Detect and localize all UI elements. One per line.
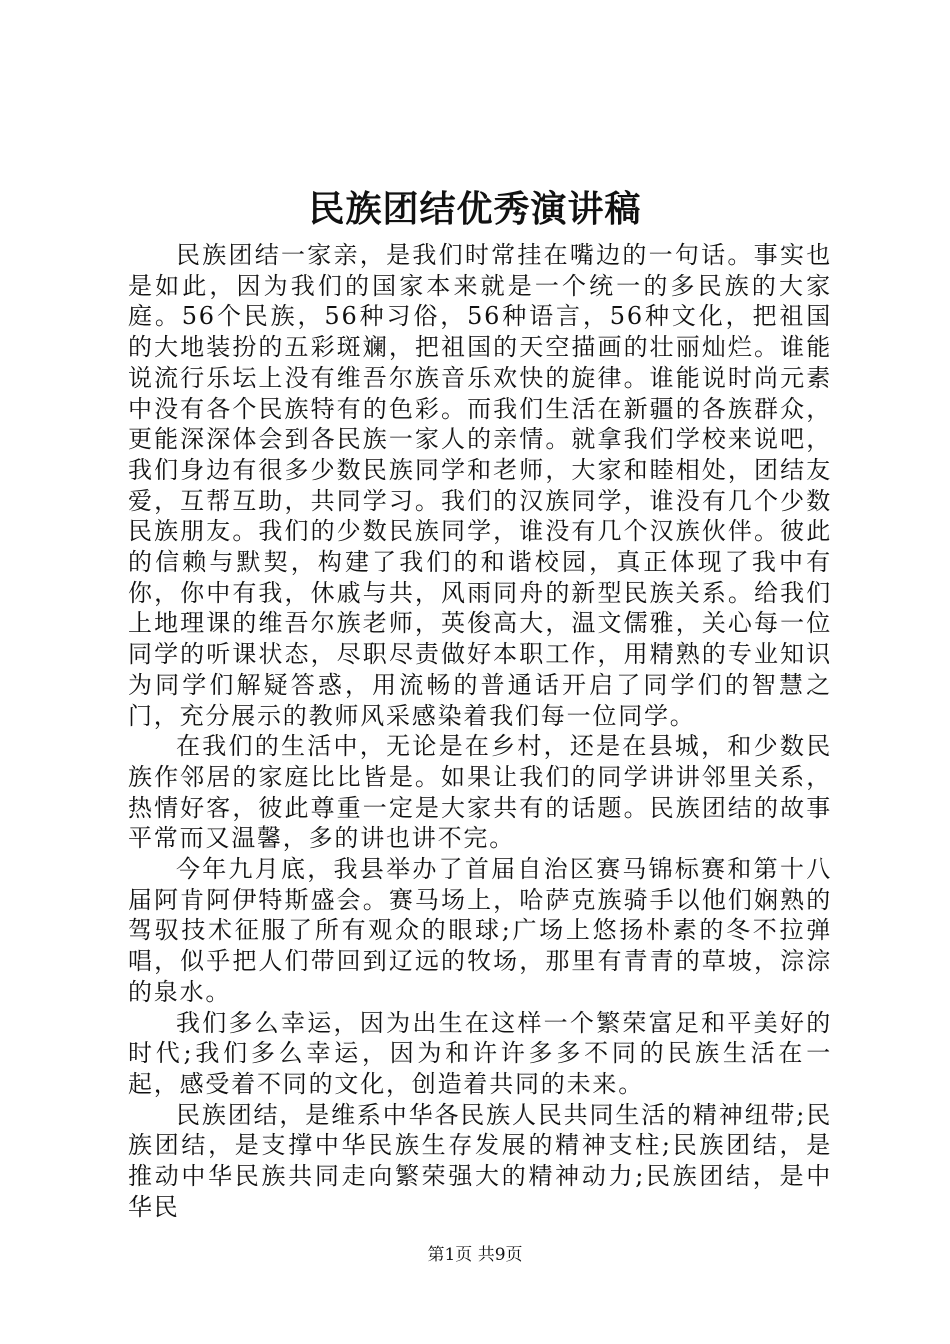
document-title: 民族团结优秀演讲稿 (308, 188, 642, 230)
paragraph-2: 在我们的生活中，无论是在乡村，还是在县城，和少数民族作邻居的家庭比比皆是。如果让我们的同学讲讲邻里关系，热情好客，彼此尊重一定是大家共有的话题。民族团结的故事平常而又温馨，多的讲也讲不完。 (128, 732, 832, 853)
paragraph-5: 民族团结，是维系中华各民族人民共同生活的精神纽带;民族团结，是支撑中华民族生存发展的精神支柱;民族团结，是推动中华民族共同走向繁荣强大的精神动力;民族团结，是中华民 (128, 1100, 832, 1221)
paragraph-1: 民族团结一家亲，是我们时常挂在嘴边的一句话。事实也是如此，因为我们的国家本来就是一个统一的多民族的大家庭。56个民族，56种习俗，56种语言，56种文化，把祖国的大地装扮的五彩斑斓，把祖国的天空描画的壮丽灿烂。谁能说流行乐坛上没有维吾尔族音乐欢快的旋律。谁能说时尚元素中没有各个民族特有的色彩。而我们生活在新疆的各族群众，更能深深体会到各民族一家人的亲情。就拿我们学校来说吧，我们身边有很多少数民族同学和老师，大家和睦相处，团结友爱，互帮互助，共同学习。我们的汉族同学，谁没有几个少数民族朋友。我们的少数民族同学，谁没有几个汉族伙伴。彼此的信赖与默契，构建了我们的和谐校园，真正体现了我中有你，你中有我，休戚与共，风雨同舟的新型民族关系。给我们上地理课的维吾尔族老师，英俊高大，温文儒雅，关心每一位同学的听课状态，尽职尽责做好本职工作，用精熟的专业知识为同学们解疑答惑，用流畅的普通话开启了同学们的智慧之门，充分展示的教师风采感染着我们每一位同学。 (128, 241, 832, 730)
document-body (128, 240, 832, 1223)
paragraph-4: 我们多么幸运，因为出生在这样一个繁荣富足和平美好的时代;我们多么幸运，因为和许许多多不同的民族生活在一起，感受着不同的文化，创造着共同的未来。 (128, 1008, 832, 1098)
page-footer: 第1页 共9页 (427, 1245, 523, 1265)
paragraph-3: 今年九月底，我县举办了首届自治区赛马锦标赛和第十八届阿肯阿伊特斯盛会。赛马场上，哈萨克族骑手以他们娴熟的驾驭技术征服了所有观众的眼球;广场上悠扬朴素的冬不拉弹唱，似乎把人们带回到辽远的牧场，那里有青青的草坡，淙淙的泉水。 (128, 855, 832, 1006)
